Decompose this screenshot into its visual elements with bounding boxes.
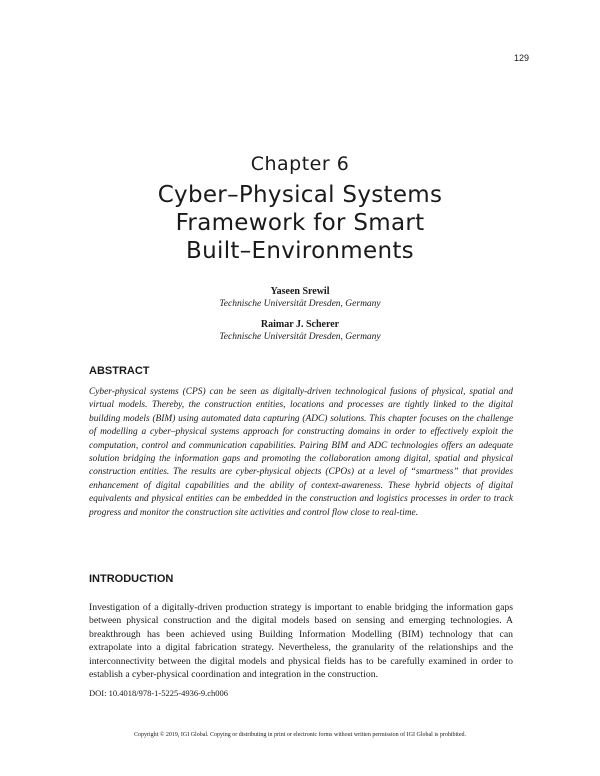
chapter-title xyxy=(0,181,600,265)
introduction-heading: INTRODUCTION xyxy=(89,573,174,585)
author-affiliation: Technische Universität Dresden, Germany xyxy=(219,299,381,309)
author-block xyxy=(0,285,600,310)
chapter-title-line-3: Built–Environments xyxy=(186,238,414,264)
author-block xyxy=(0,318,600,343)
author-affiliation: Technische Universität Dresden, Germany xyxy=(219,332,381,342)
author-name: Yaseen Srewil xyxy=(270,286,330,297)
abstract-body: Cyber-physical systems (CPS) can be seen as digitally-driven technological fusions of physical, spatial and virtual models. Thereby, the construction entities, locations and processes are tightly linked to the digital building models (BIM) using automated data capturing (ADC) solutions. This chapter focuses on the challenge of modelling a cyber–physical systems approach for constructing domains in order to effectively exploit the computation, control and communication capabilities. Pairing BIM and ADC technologies offers an adequate solution bridging the information gaps and promoting the collaboration among digital, spatial and physical construction entities. The results are cyber-physical objects (CPOs) at a level of “smartness” that provides enhancement of digital capabilities and the ability of context-awareness. These hybrid objects of digital equivalents and physical entities can be embedded in the construction and logistics processes in order to track progress and monitor the construction site activities and control flow close to real-time. xyxy=(89,387,513,518)
chapter-title-line-2: Framework for Smart xyxy=(175,210,425,236)
copyright-notice: Copyright © 2019, IGI Global. Copying or distributing in print or electronic forms without written permission of IGI Global is prohibited. xyxy=(133,732,466,738)
chapter-title-line-1: Cyber–Physical Systems xyxy=(157,182,443,208)
abstract-heading: ABSTRACT xyxy=(89,365,150,377)
page-number: 129 xyxy=(513,53,529,63)
chapter-label: Chapter 6 xyxy=(250,153,350,175)
author-name: Raimar J. Scherer xyxy=(260,319,340,330)
doi-line: DOI: 10.4018/978-1-5225-4936-9.ch006 xyxy=(89,688,229,698)
introduction-body: Investigation of a digitally-driven production strategy is important to enable bridging the information gaps between physical construction and the digital models based on sensing and emerging technologies. A breakthrough has been achieved using Building Information Modelling (BIM) technology that can extrapolate into a digital fabrication strategy. Nevertheless, the granularity of the relationships and the interconnectivity between the digital models and physical fields has to be carefully examined in order to establish a cyber-physical coordination and integration in the construction. xyxy=(89,602,513,681)
